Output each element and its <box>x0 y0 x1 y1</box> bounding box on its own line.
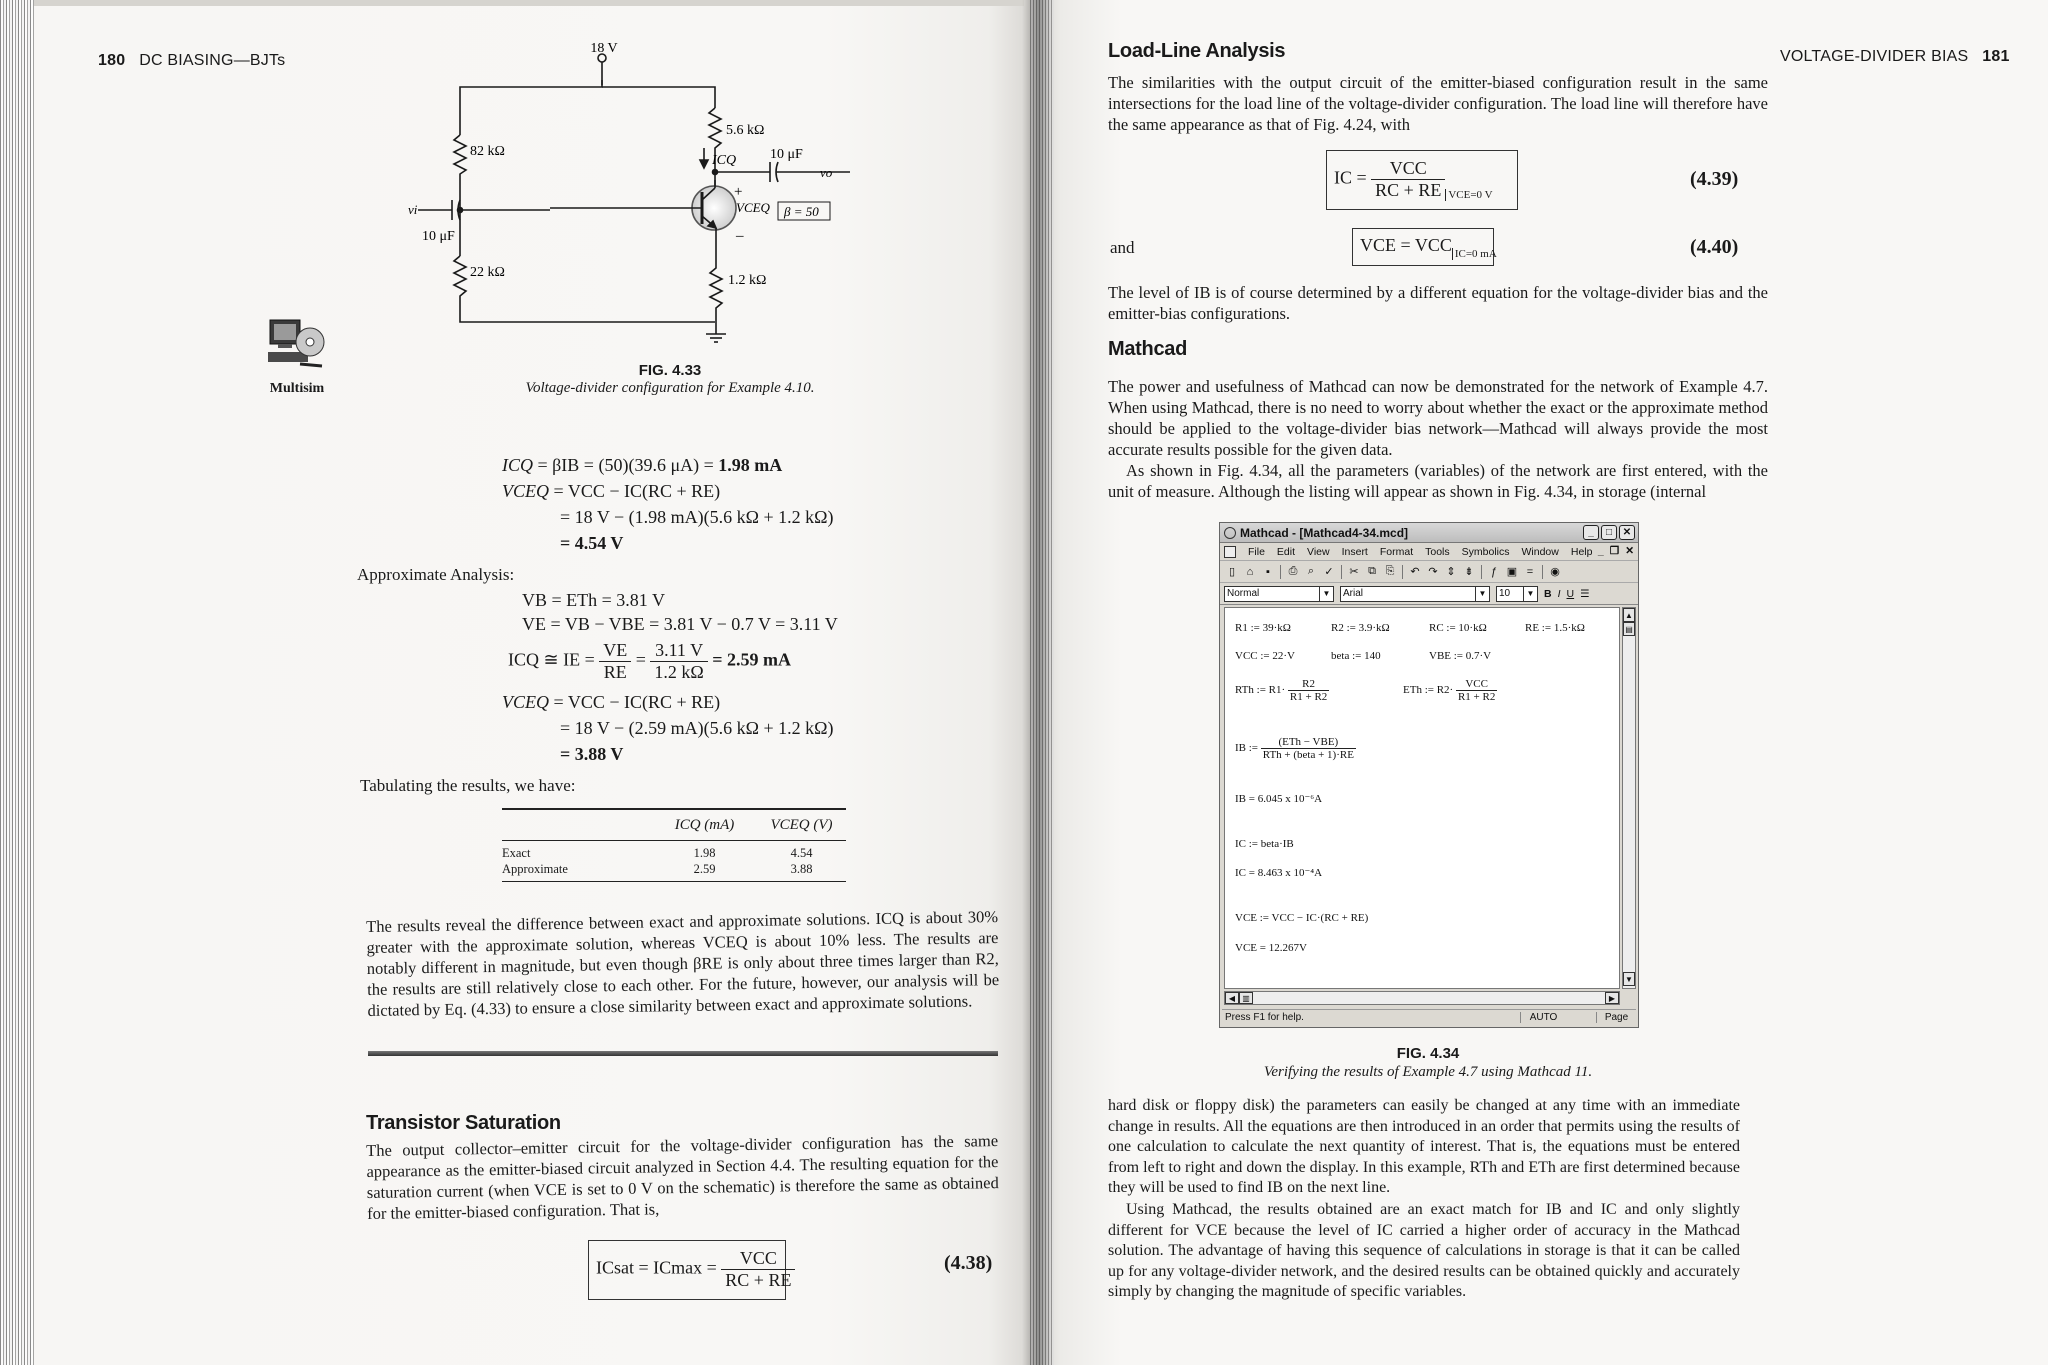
re-label: 1.2 kΩ <box>728 273 767 288</box>
vceq-approx-lhs: VCEQ <box>502 692 549 712</box>
table-row <box>502 861 846 877</box>
mc-vcc: VCC := 22·V <box>1235 650 1295 662</box>
mathcad-heading: Mathcad <box>1108 338 1188 360</box>
chevron-down-icon: ▼ <box>1319 587 1333 601</box>
window-controls <box>1583 525 1635 540</box>
mc-ib-def <box>1235 736 1356 761</box>
mathcad-titlebar <box>1220 523 1638 543</box>
eq-439-fraction <box>1371 158 1445 201</box>
eq-vceq-approx <box>502 692 720 713</box>
equals-sign: = <box>635 649 646 670</box>
fig-433-caption: Voltage-divider configuration for Example 4.10. <box>525 380 815 396</box>
menu-symbolics[interactable]: Symbolics <box>1461 545 1510 558</box>
icq-rhs: = βIB = (50)(39.6 μA) = <box>537 455 719 475</box>
underline-button[interactable]: U <box>1566 587 1575 600</box>
left-chapter-title: DC BIASING—BJTs <box>139 52 286 69</box>
scroll-hpage-icon[interactable]: ▥ <box>1239 992 1253 1004</box>
table-header-cell: ICQ (mA) <box>674 816 735 833</box>
minimize-icon[interactable]: _ <box>1583 525 1599 540</box>
eq-438-num: VCC <box>721 1248 795 1270</box>
menu-edit[interactable]: Edit <box>1276 545 1296 558</box>
status-help: Press F1 for help. <box>1225 1012 1304 1023</box>
table-row <box>502 845 846 861</box>
mc-ib-lhs: IB := <box>1235 742 1259 755</box>
size-select[interactable] <box>1496 586 1538 602</box>
mathcad-worksheet[interactable] <box>1224 607 1620 989</box>
mathcad-window <box>1219 522 1639 1028</box>
vertical-scrollbar[interactable] <box>1622 607 1636 989</box>
cin-label: 10 μF <box>422 229 455 244</box>
icq-approx-lhs: ICQ ≅ IE = <box>508 649 595 670</box>
redo-icon[interactable]: ↷ <box>1428 566 1438 578</box>
new-doc-icon[interactable]: ▯ <box>1228 566 1236 578</box>
saturation-paragraph: The output collector–emitter circuit for the voltage-divider configuration has the same appearance as the emitter-biased circuit analyzed in Section 4.4. The resulting equation for the saturation current (when VCE is set to 0 V on the schematic) is therefore the same as obtained for the emitter-biased configuration. That is, <box>366 1131 999 1223</box>
icq-approx-result: = 2.59 mA <box>712 649 792 670</box>
menu-insert[interactable]: Insert <box>1341 545 1368 558</box>
menu-help[interactable]: Help <box>1570 545 1593 558</box>
mathcad-title: Mathcad - [Mathcad4-34.mcd] <box>1240 525 1409 540</box>
mc-eth <box>1403 678 1497 703</box>
fig-434-title: FIG. 4.34 <box>1396 1045 1460 1062</box>
mathcad-menubar <box>1220 543 1638 561</box>
font-select[interactable] <box>1340 586 1490 602</box>
font-select-value: Arial <box>1343 588 1364 599</box>
transistor-saturation-heading: Transistor Saturation <box>366 1112 561 1134</box>
vceq-approx-rhs: = VCC − IC(RC + RE) <box>553 692 721 712</box>
eq-439-number: (4.39) <box>1690 168 1739 190</box>
spellcheck-icon[interactable]: ✓ <box>1324 566 1334 578</box>
mc-eth-lhs: ETh := R2· <box>1403 684 1454 697</box>
mc-ic-result: IC = 8.463 x 10⁻⁴A <box>1235 867 1323 879</box>
frac-re: RE <box>603 662 627 682</box>
mc-ic-def: IC := beta·IB <box>1235 838 1294 850</box>
mathcad-paragraph-2: As shown in Fig. 4.34, all the parameters (variables) of the network are first entered, with the unit of measure. Although the listing will appear as shown in Fig. 4.34, in storage (internal <box>1108 461 1768 501</box>
eq-icq-exact <box>502 455 782 476</box>
table-cell: 3.88 <box>790 861 813 876</box>
page-top-edge <box>34 0 1024 6</box>
table-header-cell: VCEQ (V) <box>770 816 833 833</box>
close-icon[interactable]: ✕ <box>1619 525 1635 540</box>
mc-re: RE := 1.5·kΩ <box>1525 622 1585 634</box>
italic-button[interactable]: I <box>1557 587 1561 600</box>
eq-vceq-approx-step: = 18 V − (2.59 mA)(5.6 kΩ + 1.2 kΩ) <box>560 718 834 738</box>
icq-exact-result: 1.98 mA <box>718 455 783 475</box>
eq-vceq-exact-result: = 4.54 V <box>560 533 624 553</box>
multisim-badge <box>262 316 332 397</box>
document-controls <box>1598 545 1634 557</box>
left-page-number: 180 <box>98 52 126 69</box>
menu-view[interactable]: View <box>1307 545 1330 558</box>
mc-r2: R2 := 3.9·kΩ <box>1331 622 1390 634</box>
table-cell: 1.98 <box>693 845 716 860</box>
mathcad-statusbar <box>1222 1009 1636 1025</box>
mc-eth-den: R1 + R2 <box>1457 691 1496 703</box>
eq-439-num: VCC <box>1371 158 1445 180</box>
mc-ib-result: IB = 6.045 x 10⁻⁶A <box>1235 793 1323 805</box>
approx-analysis-label: Approximate Analysis: <box>357 565 515 584</box>
vi-label: vi <box>408 202 418 217</box>
mc-rth-fraction <box>1288 678 1329 703</box>
align-left-icon[interactable]: ☰ <box>1580 587 1590 600</box>
frac-ve: VE <box>599 640 631 662</box>
minus-label: – <box>736 228 744 244</box>
right-chapter-title: VOLTAGE-DIVIDER BIAS <box>1780 48 1969 65</box>
mc-beta: beta := 140 <box>1331 650 1381 662</box>
table-cell: Approximate <box>502 861 568 876</box>
mc-ib-fraction <box>1261 736 1356 761</box>
table-cell: Exact <box>502 845 531 860</box>
resource-icon[interactable]: ◉ <box>1550 566 1560 578</box>
book-gutter <box>1022 0 1052 1365</box>
menu-format[interactable]: Format <box>1379 545 1414 558</box>
load-line-paragraph: The similarities with the output circuit of the emitter-biased configuration result in the same intersections for the load line of the voltage-divider configuration. The load line will therefore have the same appearance as that of Fig. 4.24, with <box>1108 73 1768 134</box>
load-line-heading: Load-Line Analysis <box>1108 40 1286 62</box>
open-folder-icon[interactable]: ⌂ <box>1246 565 1254 578</box>
mc-eth-num: VCC <box>1456 678 1497 691</box>
eq-440-number: (4.40) <box>1690 236 1739 258</box>
table-header-row <box>502 810 846 840</box>
style-select-value: Normal <box>1227 588 1260 599</box>
r2-label: 22 kΩ <box>470 265 505 280</box>
mathcad-standard-toolbar <box>1220 561 1638 583</box>
copy-icon[interactable]: ⧉ <box>1368 565 1376 577</box>
mc-rth <box>1235 678 1329 703</box>
voltage-divider-circuit-diagram <box>408 40 850 350</box>
menu-file[interactable]: File <box>1248 545 1265 558</box>
mc-rth-num: R2 <box>1288 678 1329 691</box>
vceq-label: VCEQ <box>736 200 770 215</box>
eq-439 <box>1334 158 1493 201</box>
unit-icon[interactable]: ▣ <box>1506 566 1518 578</box>
eq-vb: VB = ETh = 3.81 V <box>522 590 665 610</box>
chevron-down-icon: ▼ <box>1475 587 1489 601</box>
eq-440 <box>1360 235 1497 260</box>
style-select[interactable] <box>1224 586 1334 602</box>
eq-439-lhs: IC = <box>1334 167 1367 188</box>
eq-vceq-exact <box>502 481 720 502</box>
align-down-icon[interactable]: ⇟ <box>1464 566 1474 578</box>
eq-438-number: (4.38) <box>944 1252 993 1274</box>
tabulating-text: Tabulating the results, we have: <box>360 776 576 795</box>
eq-vceq-approx-result: = 3.88 V <box>560 744 624 764</box>
doc-restore-icon[interactable]: ❐ <box>1609 545 1620 557</box>
eq-438-fraction <box>721 1248 795 1291</box>
eq-440-expr: VCE = VCC <box>1360 235 1452 255</box>
align-icon[interactable]: ⇕ <box>1446 566 1456 578</box>
bottom-paragraph-2: Using Mathcad, the results obtained are an exact match for IB and IC and only slightly different for VCE because the level of IC carried a higher order of accuracy in the Mathcad solution. The advantage of having this sequence of calculations in storage is that it can be called up for any voltage-divider network, and the desired results can be obtained quickly and accurately simply by changing the magnitude of specific variables. <box>1108 1201 1740 1300</box>
horizontal-scrollbar[interactable] <box>1224 991 1620 1005</box>
computer-cd-icon <box>266 316 328 374</box>
r1-label: 82 kΩ <box>470 144 505 159</box>
fig-434-caption: Verifying the results of Example 4.7 using Mathcad 11. <box>1263 1064 1593 1080</box>
vcc-label: 18 V <box>590 41 618 56</box>
eq-439-den: RC + RE <box>1375 180 1442 200</box>
eq-438-lhs: ICsat = ICmax = <box>596 1257 717 1278</box>
scroll-left-icon[interactable]: ◀ <box>1225 992 1239 1004</box>
calculate-icon[interactable]: = <box>1526 565 1534 578</box>
mc-ib-num: (ETh − VBE) <box>1261 736 1356 749</box>
doc-close-icon[interactable]: ✕ <box>1625 545 1634 557</box>
right-running-head <box>1780 48 2010 66</box>
mc-r1: R1 := 39·kΩ <box>1235 622 1291 634</box>
icq-lhs: ICQ <box>502 455 533 475</box>
menu-tools[interactable]: Tools <box>1425 545 1450 558</box>
doc-minimize-icon[interactable]: _ <box>1597 545 1604 557</box>
left-running-head <box>98 52 285 70</box>
undo-icon[interactable]: ↶ <box>1410 566 1420 578</box>
frac-12k: 1.2 kΩ <box>654 662 704 682</box>
results-table <box>502 808 846 882</box>
mc-rc: RC := 10·kΩ <box>1429 622 1487 634</box>
cout-label: 10 μF <box>770 147 803 162</box>
scroll-page-icon[interactable]: ▤ <box>1623 622 1635 636</box>
table-cell: 2.59 <box>693 861 716 876</box>
maximize-icon[interactable]: □ <box>1601 525 1617 540</box>
mathcad-format-toolbar <box>1220 583 1638 605</box>
results-paragraph: The results reveal the difference between exact and approximate solutions. ICQ is about 30% greater with the approximate solution, whereas VCEQ is about 10% less. The results are notably different in magnitude, but even though βRE is only about three times larger than R2, the results are still relatively close to each other. For the future, however, our analysis will be dictated by Eq. (4.33) to ensure a close similarity between exact and approximate solutions. <box>366 907 1000 1020</box>
eq-439-condition: VCE=0 V <box>1445 189 1492 201</box>
mc-rth-den: R1 + R2 <box>1289 691 1328 703</box>
print-icon[interactable]: ⎙ <box>1288 565 1298 577</box>
vceq-rhs: = VCC − IC(RC + RE) <box>553 481 721 501</box>
eq-vceq-exact-step: = 18 V − (1.98 mA)(5.6 kΩ + 1.2 kΩ) <box>560 507 834 527</box>
multisim-label: Multisim <box>269 381 325 396</box>
fig-433-title: FIG. 4.33 <box>638 362 702 379</box>
paste-icon[interactable]: ⎘ <box>1385 565 1395 577</box>
scroll-right-icon[interactable]: ▶ <box>1605 992 1619 1004</box>
eq-440-condition: IC=0 mA <box>1452 248 1497 260</box>
icq-label: ICQ <box>712 153 737 168</box>
bold-button[interactable]: B <box>1544 587 1552 600</box>
plus-label: + <box>734 184 743 200</box>
mc-vce-result: VCE = 12.267V <box>1235 942 1307 954</box>
scroll-up-icon[interactable]: ▲ <box>1623 608 1635 622</box>
eq-ve: VE = VB − VBE = 3.81 V − 0.7 V = 3.11 V <box>522 614 838 634</box>
status-mode: AUTO <box>1520 1012 1566 1023</box>
ve-over-re-fraction <box>599 640 631 683</box>
bottom-paragraph-1: hard disk or floppy disk) the parameters can easily be changed at any time with an immediate change in results. All the equations are then introduced in an order that permits using the results of one calculation to calculate the next quantity of interest. That is, the equations must be entered from left to right and down the display. In this example, RTh and ETh are first determined because they will be used to find IB on the next line. <box>1108 1097 1740 1196</box>
chevron-down-icon: ▼ <box>1523 587 1537 601</box>
eq-438-den: RC + RE <box>725 1270 792 1290</box>
and-text: and <box>1110 238 1135 257</box>
value-fraction <box>650 640 707 683</box>
mathcad-paragraph-1: The power and usefulness of Mathcad can now be demonstrated for the network of Example 4.7. When using Mathcad, there is no need to worry about whether the exact or the approximate method should be applied to the voltage-divider bias network—Mathcad will always provide the most accurate results possible for the given data. <box>1108 377 1768 459</box>
beta-label: β = 50 <box>784 204 819 219</box>
vceq-lhs: VCEQ <box>502 481 549 501</box>
cut-icon[interactable]: ✂ <box>1349 566 1359 578</box>
menu-window[interactable]: Window <box>1521 545 1559 558</box>
mc-vbe: VBE := 0.7·V <box>1429 650 1492 662</box>
save-icon[interactable]: ▪ <box>1266 565 1270 578</box>
page-edge-left <box>0 0 34 1365</box>
document-icon <box>1224 546 1236 558</box>
eq-icq-approx <box>508 640 791 683</box>
scroll-down-icon[interactable]: ▼ <box>1623 972 1635 986</box>
mc-rth-lhs: RTh := R1· <box>1235 684 1286 697</box>
ib-paragraph: The level of IB is of course determined by a different equation for the voltage-divider bias and the emitter-bias configurations. <box>1108 283 1768 323</box>
mathcad-app-icon <box>1224 527 1236 539</box>
mc-ib-den: RTh + (beta + 1)·RE <box>1262 749 1354 761</box>
rc-label: 5.6 kΩ <box>726 123 765 138</box>
section-rule <box>368 1051 998 1056</box>
function-icon[interactable]: ƒ <box>1490 565 1498 578</box>
vo-label: vo <box>820 165 833 180</box>
print-preview-icon[interactable]: ⌕ <box>1307 565 1315 577</box>
right-page-number: 181 <box>1982 48 2010 65</box>
size-select-value: 10 <box>1499 588 1511 599</box>
mc-eth-fraction <box>1456 678 1497 703</box>
status-page: Page <box>1596 1012 1636 1023</box>
eq-438 <box>596 1248 795 1291</box>
table-cell: 4.54 <box>790 845 813 860</box>
frac-311v: 3.11 V <box>650 640 707 662</box>
mc-vce-def: VCE := VCC − IC·(RC + RE) <box>1235 912 1369 924</box>
